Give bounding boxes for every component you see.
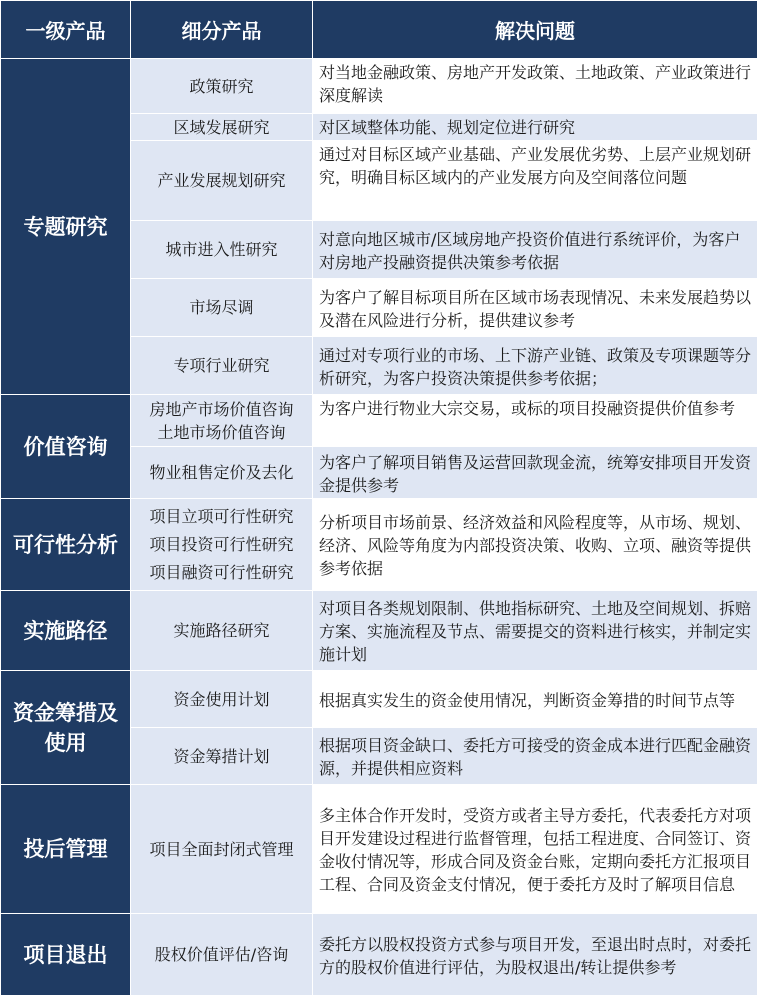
solution-cell: 根据项目资金缺口、委托方可接受的资金成本进行匹配金融资源，并提供相应资料 — [313, 728, 757, 785]
primary-product-cell: 投后管理 — [1, 785, 131, 914]
sub-product-cell: 产业发展规划研究 — [131, 141, 313, 221]
table-row — [1, 785, 757, 914]
sub-product-cell: 股权价值评估/咨询 — [131, 914, 313, 996]
sub-product-cell — [131, 499, 313, 591]
sub-product-cell: 政策研究 — [131, 59, 313, 114]
primary-product-cell: 资金筹措及使用 — [1, 671, 131, 785]
primary-product-cell: 项目退出 — [1, 914, 131, 996]
sub-product-cell: 区域发展研究 — [131, 114, 313, 141]
header-sub-product: 细分产品 — [131, 1, 313, 59]
solution-cell: 为客户了解目标项目所在区域市场表现情况、未来发展趋势以及潜在风险进行分析，提供建议参考 — [313, 279, 757, 337]
sub-product-cell — [131, 395, 313, 447]
table-row — [1, 671, 757, 728]
solution-cell: 对意向地区城市/区域房地产投资价值进行系统评价，为客户对房地产投融资提供决策参考依据 — [313, 221, 757, 279]
sub-product-line: 项目融资可行性研究 — [149, 562, 294, 582]
header-row — [1, 1, 757, 59]
table-row — [1, 395, 757, 447]
header-primary-product: 一级产品 — [1, 1, 131, 59]
table-row — [1, 59, 757, 114]
solution-cell: 分析项目市场前景、经济效益和风险程度等，从市场、规划、经济、风险等角度为内部投资决策、收购、立项、融资等提供参考依据 — [313, 499, 757, 591]
sub-product-cell: 城市进入性研究 — [131, 221, 313, 279]
solution-cell: 根据真实发生的资金使用情况，判断资金筹措的时间节点等 — [313, 671, 757, 728]
primary-product-cell: 专题研究 — [1, 59, 131, 395]
table-row — [1, 499, 757, 591]
sub-product-line: 房地产市场价值咨询 — [149, 399, 294, 419]
primary-product-cell: 实施路径 — [1, 591, 131, 671]
solution-cell: 对区域整体功能、规划定位进行研究 — [313, 114, 757, 141]
sub-product-cell: 项目全面封闭式管理 — [131, 785, 313, 914]
sub-product-cell: 物业租售定价及去化 — [131, 447, 313, 499]
solution-cell: 通过对专项行业的市场、上下游产业链、政策及专项课题等分析研究，为客户投资决策提供参考依据； — [313, 337, 757, 395]
solution-cell: 对项目各类规划限制、供地指标研究、土地及空间规划、拆赔方案、实施流程及节点、需要提交的资料进行核实，并制定实施计划 — [313, 591, 757, 671]
table-row — [1, 591, 757, 671]
sub-product-line: 项目立项可行性研究 — [149, 506, 294, 526]
solution-cell: 对当地金融政策、房地产开发政策、土地政策、产业政策进行深度解读 — [313, 59, 757, 114]
sub-product-line: 项目投资可行性研究 — [149, 534, 294, 554]
header-solution: 解决问题 — [313, 1, 757, 59]
sub-product-line: 土地市场价值咨询 — [157, 422, 286, 442]
table-row — [1, 914, 757, 996]
sub-product-cell: 资金使用计划 — [131, 671, 313, 728]
sub-product-cell: 资金筹措计划 — [131, 728, 313, 785]
sub-product-cell: 市场尽调 — [131, 279, 313, 337]
solution-cell: 委托方以股权投资方式参与项目开发，至退出时点时，对委托方的股权价值进行评估，为股权退出/转让提供参考 — [313, 914, 757, 996]
sub-product-cell: 实施路径研究 — [131, 591, 313, 671]
primary-product-cell: 可行性分析 — [1, 499, 131, 591]
sub-product-cell: 专项行业研究 — [131, 337, 313, 395]
solution-cell: 为客户了解项目销售及运营回款现金流，统筹安排项目开发资金提供参考 — [313, 447, 757, 499]
primary-product-cell: 价值咨询 — [1, 395, 131, 499]
solution-cell: 多主体合作开发时，受资方或者主导方委托，代表委托方对项目开发建设过程进行监督管理，包括工程进度、合同签订、资金收付情况等，形成合同及资金台账，定期向委托方汇报项目工程、合同及资金支付情况，便于委托方及时了解项目信息 — [313, 785, 757, 914]
solution-cell: 通过对目标区域产业基础、产业发展优劣势、上层产业规划研究，明确目标区域内的产业发展方向及空间落位问题 — [313, 141, 757, 221]
solution-cell: 为客户进行物业大宗交易，或标的项目投融资提供价值参考 — [313, 395, 757, 447]
